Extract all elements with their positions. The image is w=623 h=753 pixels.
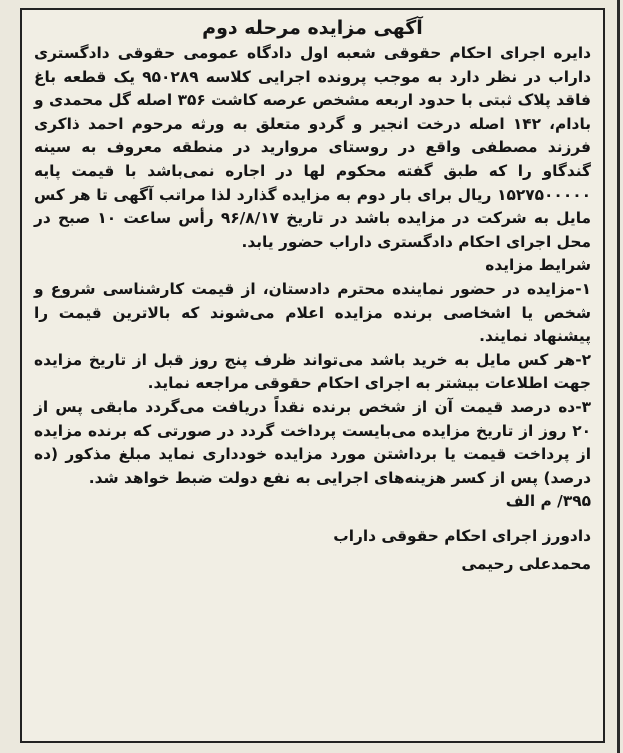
signature-title: دادورز اجرای احکام حقوقی داراب	[333, 526, 591, 545]
notice-content	[34, 14, 591, 578]
reference-number: ۳۹۵/ م الف	[505, 492, 591, 511]
condition-item: ۲-هر کس مایل به خرید باشد می‌تواند ظرف پنج روز قبل از تاریخ مزایده جهت اطلاعات بیشتر به اجرای احکام حقوقی مراجعه نماید.	[34, 350, 591, 393]
conditions-title: شرایط مزایده	[485, 256, 591, 275]
notice-title: آگهی مزایده مرحله دوم	[202, 17, 423, 39]
condition-item: ۱-مزایده در حضور نماینده محترم دادستان، از قیمت کارشناسی شروع و شخص یا اشخاصی برنده مزایده اعلام می‌شوند که بالاترین قیمت را پیشنهاد نمایند.	[34, 279, 591, 346]
notice-frame	[20, 8, 605, 743]
column-rule	[617, 0, 620, 753]
signature-name: محمدعلی رحیمی	[461, 554, 591, 573]
notice-body: دایره اجرای احکام حقوقی شعبه اول دادگاه عمومی حقوقی دادگستری داراب در نظر دارد به موجب پرونده اجرایی کلاسه ۹۵۰۲۸۹ یک قطعه باغ فاقد پلاک ثبتی با حدود اربعه مشخص عرصه کاشت ۳۵۶ اصله گل محمدی و بادام، ۱۴۲ اصله درخت انجیر و گردو متعلق به ورثه مرحوم احمد ذاکری فرزند مصطفی واقع در روستای مرواريد در منطقه معروف به سینه گندگاو را که طبق گفته محکوم لها در اجاره نمی‌باشد با قیمت پایه ۱۵۲۷۵۰۰۰۰۰ ریال برای بار دوم به مزایده گذارد لذا مراتب آگهی تا هر کس مایل به شرکت در مزایده باشد در تاریخ ۹۶/۸/۱۷ رأس ساعت ۱۰ صبح در محل اجرای احکام دادگستری داراب حضور یابد.	[34, 44, 592, 251]
condition-item: ۳-ده درصد قیمت آن از شخص برنده نقداً دریافت می‌گردد مابقی پس از ۲۰ روز از تاریخ مزایده می‌بایست پرداخت گردد در صورتی که برنده مزایده از پرداخت قیمت یا برداشتن مورد مزایده خودداری نماید مبلغ مذکور (ده درصد) پس از کسر هزینه‌های اجرایی به نفع دولت ضبط خواهد شد.	[34, 397, 591, 487]
